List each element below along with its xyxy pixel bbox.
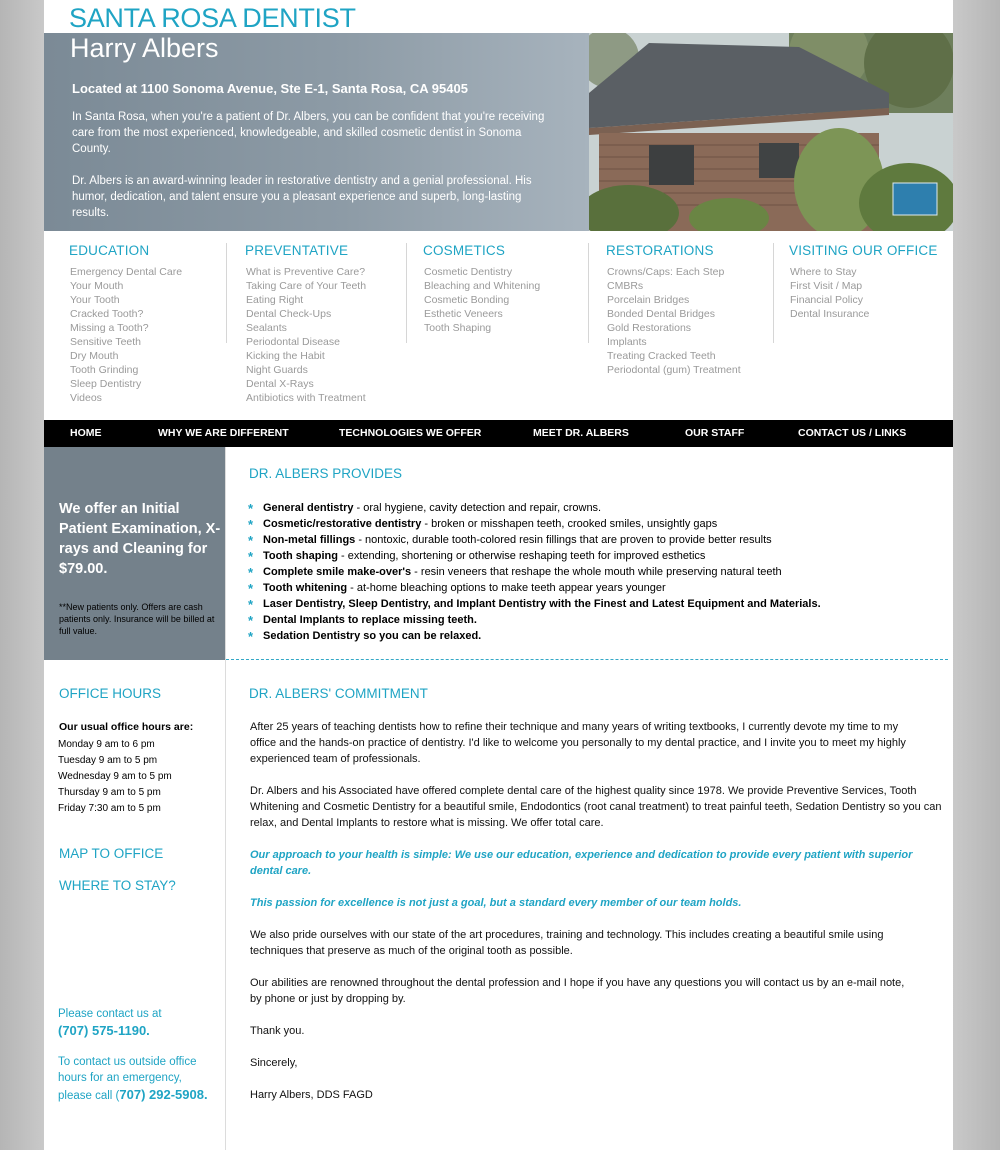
category-link[interactable]: Kicking the Habit	[246, 350, 325, 362]
category-link[interactable]: Dental Check-Ups	[246, 308, 332, 320]
nav-technologies[interactable]: TECHNOLOGIES WE OFFER	[339, 427, 482, 439]
emergency-prompt: hours for an emergency,	[58, 1072, 182, 1084]
category-link[interactable]: What is Preventive Care?	[246, 266, 366, 278]
category-menu	[44, 231, 953, 420]
column-divider	[225, 447, 226, 1150]
hours-entry: Friday 7:30 am to 5 pm	[58, 803, 161, 814]
nav-our-staff[interactable]: OUR STAFF	[685, 427, 745, 439]
star-bullet-icon: *	[248, 549, 254, 564]
star-bullet-icon: *	[248, 517, 254, 532]
commitment-paragraph: Our abilities are renowned throughout the dental profession and I hope if you have any questions you will contact us by an e-mail note, by phone or just by dropping by.	[250, 977, 905, 1005]
map-to-office-link[interactable]: MAP TO OFFICE	[59, 846, 164, 861]
category-divider	[406, 243, 407, 343]
logo-bar	[44, 0, 953, 33]
category-divider	[226, 243, 227, 343]
hours-entry: Wednesday 9 am to 5 pm	[58, 771, 172, 782]
service-item: * Complete smile make-over's - resin veneers that reshape the whole mouth while preserving natural teeth	[248, 565, 782, 580]
offer-fine-print: **New patients only. Offers are cash patients only. Insurance will be billed at full value.	[59, 602, 215, 636]
category-link[interactable]: Sensitive Teeth	[70, 336, 142, 348]
commitment-thanks: Thank you.	[250, 1025, 305, 1037]
services-list	[247, 500, 947, 644]
category-link[interactable]: Taking Care of Your Teeth	[246, 280, 367, 292]
category-link[interactable]: Dry Mouth	[70, 350, 119, 362]
category-heading[interactable]: VISITING OUR OFFICE	[789, 243, 938, 258]
category-link[interactable]: Your Mouth	[70, 280, 124, 292]
category-link[interactable]: Your Tooth	[70, 294, 120, 306]
category-link[interactable]: Night Guards	[246, 364, 308, 376]
main-nav	[44, 420, 953, 447]
star-bullet-icon: *	[248, 613, 254, 628]
commitment-highlight: Our approach to your health is simple: We use our education, experience and dedication to provide every patient with superior dental care.	[250, 849, 913, 877]
category-heading[interactable]: PREVENTATIVE	[245, 243, 349, 258]
category-link[interactable]: Videos	[70, 392, 102, 404]
hours-entry: Thursday 9 am to 5 pm	[58, 787, 161, 798]
provides-heading: DR. ALBERS PROVIDES	[249, 466, 403, 481]
category-link[interactable]: First Visit / Map	[790, 280, 863, 292]
category-preventative	[245, 243, 366, 405]
service-item: * Laser Dentistry, Sleep Dentistry, and Implant Dentistry with the Finest and Latest Equipment and Materials.	[248, 597, 821, 612]
intro-paragraph: In Santa Rosa, when you're a patient of Dr. Albers, you can be confident that you're receiving care from the most experienced, knowledgeable, and skilled cosmetic dentist in Sonoma County.	[72, 111, 545, 155]
service-item: * Sedation Dentistry so you can be relaxed.	[248, 629, 482, 644]
service-item: * Cosmetic/restorative dentistry - broken or misshapen teeth, crooked smiles, unsightly gaps	[248, 517, 718, 532]
service-item: * Dental Implants to replace missing teeth.	[248, 613, 477, 628]
category-cosmetics	[423, 243, 540, 335]
hours-entry: Monday 9 am to 6 pm	[58, 739, 155, 750]
category-link[interactable]: Implants	[607, 336, 647, 348]
office-hours-list	[58, 737, 172, 817]
category-divider	[773, 243, 774, 343]
offer-headline: We offer an Initial Patient Examination, X-rays and Cleaning for $79.00.	[59, 501, 221, 577]
category-divider	[588, 243, 589, 343]
commitment-paragraph: After 25 years of teaching dentists how to refine their technique and many years of writing textbooks, I currently devote my time to my office and the hands-on practice of dentistry. I'd like to welcome you personally to my dental practice, and I invite you to meet my highly experienced team of professionals.	[250, 721, 906, 765]
office-address: Located at 1100 Sonoma Avenue, Ste E-1, Santa Rosa, CA 95405	[72, 81, 468, 96]
office-phone[interactable]: (707) 575-1190.	[58, 1023, 150, 1038]
commitment-signature: Harry Albers, DDS FAGD	[250, 1089, 373, 1101]
service-item: * Non-metal fillings - nontoxic, durable tooth-colored resin fillings that are proven to provide better results	[248, 533, 772, 548]
category-link[interactable]: Cosmetic Dentistry	[424, 266, 513, 278]
star-bullet-icon: *	[248, 629, 254, 644]
category-link[interactable]: Financial Policy	[790, 294, 863, 306]
category-link[interactable]: Sleep Dentistry	[70, 378, 142, 390]
emergency-prompt: To contact us outside office	[58, 1056, 197, 1068]
star-bullet-icon: *	[248, 501, 254, 516]
category-heading[interactable]: COSMETICS	[423, 243, 506, 258]
nav-home[interactable]: HOME	[70, 427, 102, 439]
office-building-photo	[589, 33, 953, 231]
category-visiting	[789, 243, 938, 321]
category-link[interactable]: Esthetic Veneers	[424, 308, 503, 320]
commitment-paragraph: Dr. Albers and his Associated have offered complete dental care of the highest quality since 1978. We provide Preventive Services, Tooth Whitening and Cosmetic Dentistry for a beautiful smile, Endodontics (root canal treatment) to treat painful teeth, Sedation Dentistry so you can relax, and Dental Implants to restore what is missing. We offer total care.	[250, 785, 942, 829]
category-link[interactable]: Tooth Shaping	[424, 322, 492, 334]
category-heading[interactable]: RESTORATIONS	[606, 243, 714, 258]
category-link[interactable]: Antibiotics with Treatment	[246, 392, 366, 404]
nav-meet-dr-albers[interactable]: MEET DR. ALBERS	[533, 427, 629, 439]
category-link[interactable]: Missing a Tooth?	[70, 322, 149, 334]
category-link[interactable]: Tooth Grinding	[70, 364, 139, 376]
category-link[interactable]: Dental X-Rays	[246, 378, 314, 390]
about-paragraph: Dr. Albers is an award-winning leader in restorative dentistry and a genial professional. His humor, dedication, and talent ensure you a pleasant experience and superb, long-lasting results.	[72, 175, 532, 219]
service-item: * General dentistry - oral hygiene, cavity detection and repair, crowns.	[248, 501, 602, 516]
category-link[interactable]: Gold Restorations	[607, 322, 692, 334]
category-link[interactable]: CMBRs	[607, 280, 644, 292]
category-education	[69, 243, 182, 405]
star-bullet-icon: *	[248, 597, 254, 612]
category-link[interactable]: Emergency Dental Care	[70, 266, 183, 278]
category-link[interactable]: Eating Right	[246, 294, 304, 306]
contact-prompt: Please contact us at	[58, 1008, 162, 1020]
commitment-highlight: This passion for excellence is not just a goal, but a standard every member of our team holds.	[250, 897, 742, 909]
office-hours-intro: Our usual office hours are:	[59, 721, 194, 733]
star-bullet-icon: *	[248, 565, 254, 580]
category-link[interactable]: Porcelain Bridges	[607, 294, 690, 306]
nav-contact-links[interactable]: CONTACT US / LINKS	[798, 427, 907, 439]
category-link[interactable]: Cosmetic Bonding	[424, 294, 510, 306]
section-divider	[226, 659, 948, 660]
category-link[interactable]: Bleaching and Whitening	[424, 280, 541, 292]
category-restorations	[606, 243, 741, 377]
category-link[interactable]: Sealants	[246, 322, 287, 334]
hero-banner	[44, 33, 953, 231]
star-bullet-icon: *	[248, 581, 254, 596]
offer-panel	[44, 447, 225, 660]
page	[44, 0, 953, 1150]
category-link[interactable]: Where to Stay	[790, 266, 857, 278]
category-link[interactable]: Cracked Tooth?	[70, 308, 144, 320]
emergency-phone[interactable]: 707) 292-5908.	[119, 1087, 208, 1102]
hero-text-panel	[44, 33, 589, 231]
category-link[interactable]: Bonded Dental Bridges	[607, 308, 715, 320]
service-item: * Tooth shaping - extending, shortening or otherwise reshaping teeth for improved esthetics	[248, 549, 706, 564]
category-link[interactable]: Periodontal (gum) Treatment	[607, 364, 741, 376]
doctor-name: Harry Albers	[70, 33, 219, 63]
category-link[interactable]: Dental Insurance	[790, 308, 870, 320]
office-hours-heading: OFFICE HOURS	[59, 686, 162, 701]
emergency-phone-line	[58, 1087, 208, 1102]
category-link[interactable]: Treating Cracked Teeth	[607, 350, 716, 362]
category-link[interactable]: Crowns/Caps: Each Step	[607, 266, 725, 278]
service-item: * Tooth whitening - at-home bleaching options to make teeth appear years younger	[248, 581, 666, 596]
commitment-heading: DR. ALBERS' COMMITMENT	[249, 686, 428, 701]
category-link[interactable]: Periodontal Disease	[246, 336, 340, 348]
commitment-paragraph: We also pride ourselves with our state of the art procedures, training and technology. This includes creating a beautiful smile using techniques that preserve as much of the original tooth as possible.	[250, 929, 884, 957]
category-heading[interactable]: EDUCATION	[69, 243, 150, 258]
site-logo[interactable]: SANTA ROSA DENTIST	[69, 3, 356, 33]
emergency-prompt: please call (	[58, 1090, 120, 1102]
commitment-closing: Sincerely,	[250, 1057, 298, 1069]
hours-entry: Tuesday 9 am to 5 pm	[58, 755, 158, 766]
nav-why-different[interactable]: WHY WE ARE DIFFERENT	[158, 427, 289, 439]
where-to-stay-link[interactable]: WHERE TO STAY?	[59, 878, 176, 893]
star-bullet-icon: *	[248, 533, 254, 548]
